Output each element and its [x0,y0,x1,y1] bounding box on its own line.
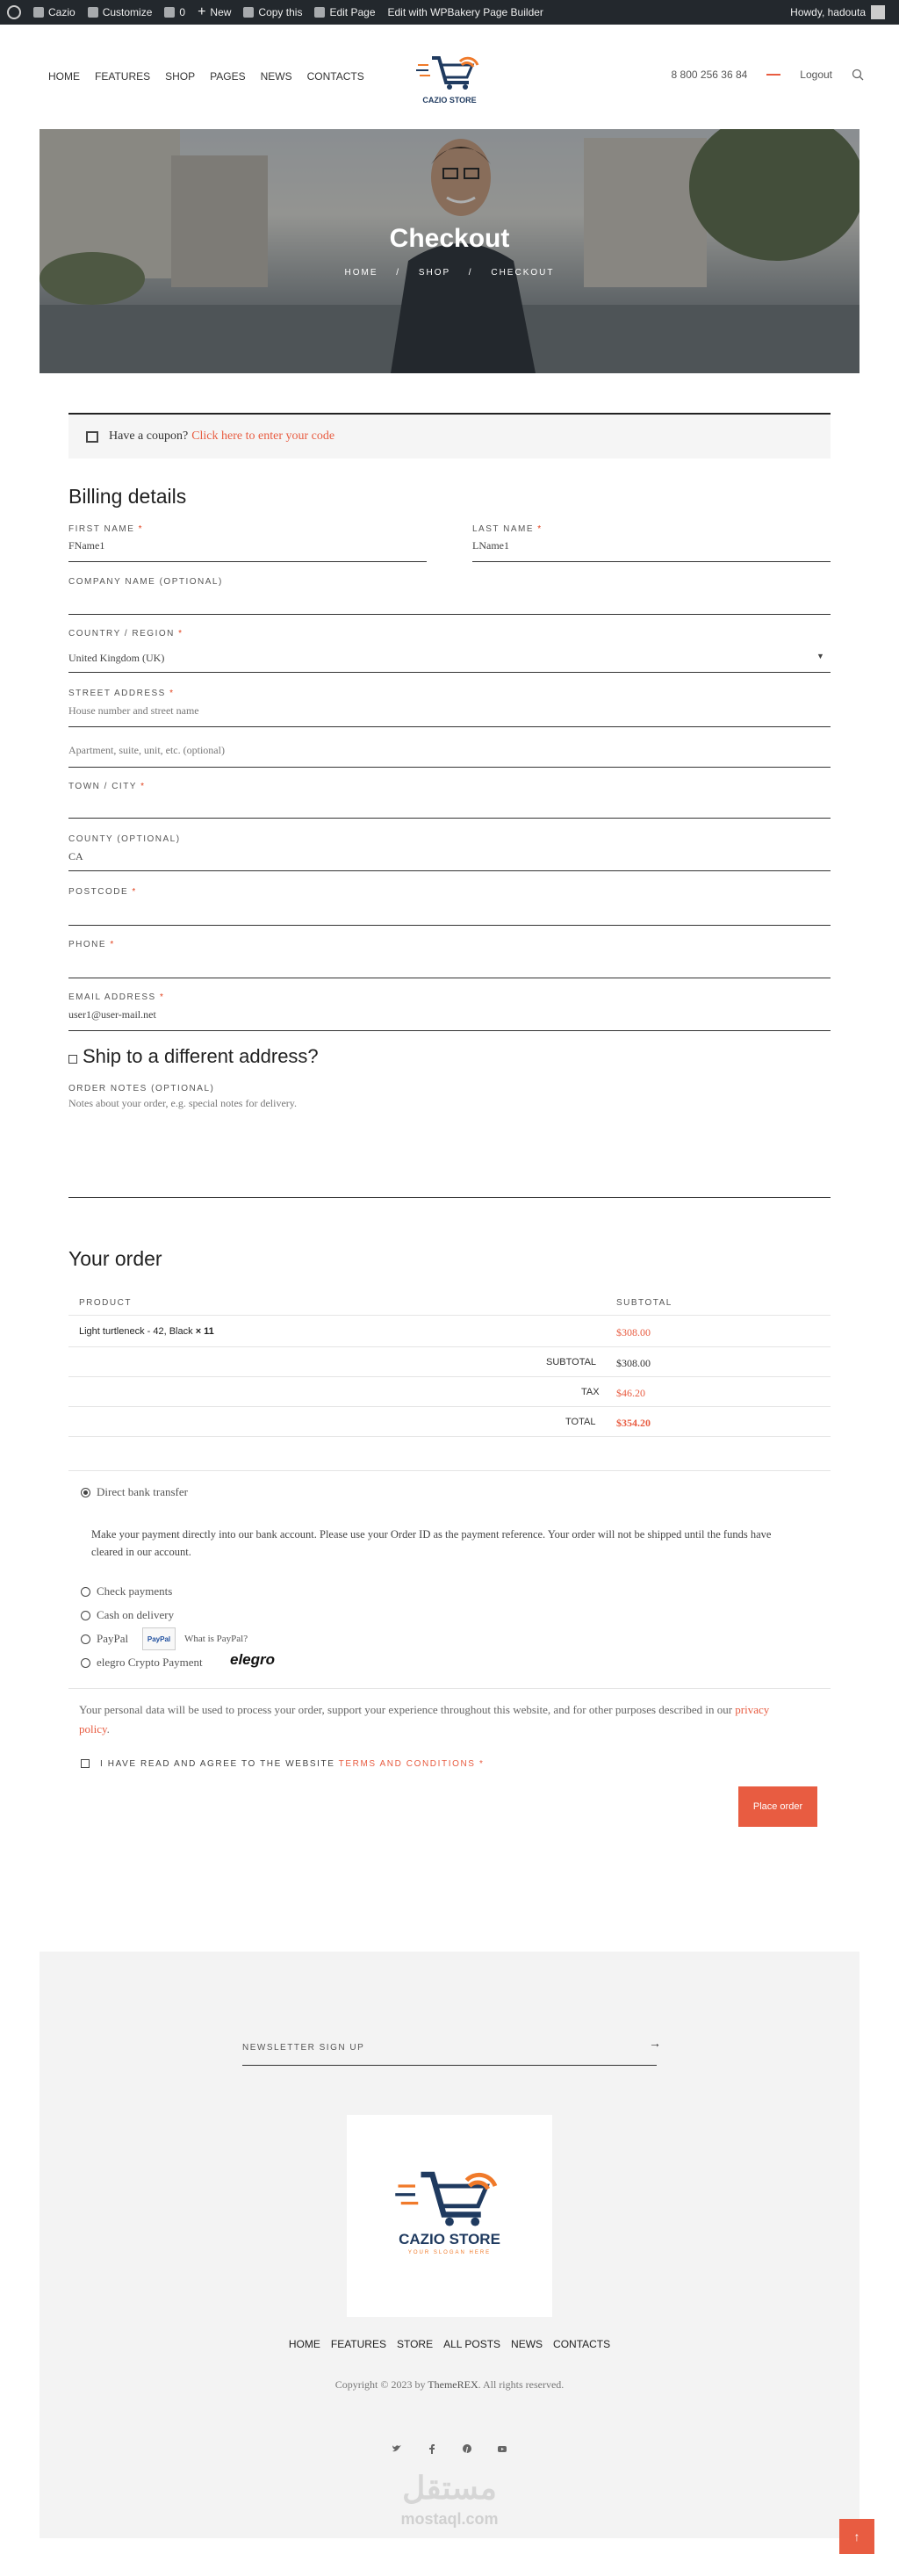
payment-cod-label[interactable]: Cash on delivery [97,1608,175,1621]
nav-news[interactable]: NEWS [260,70,292,83]
admin-copy-link[interactable]: Copy this [243,6,302,18]
payment-bank-description: Make your payment directly into our bank account. Please use your Order ID as the payment reference. Your order will not be shipped until the funds have cleared in our account. [91,1528,772,1558]
county-value: CA [68,850,83,862]
scroll-to-top-button[interactable]: ↑ [839,2519,874,2554]
ship-different-checkbox[interactable] [68,1055,77,1064]
watermark-logo: مستقل [402,2470,497,2506]
order-title: Your order [68,1247,162,1270]
copy-icon [243,7,254,18]
footer-nav-contacts[interactable]: CONTACTS [553,2338,611,2350]
last-name-value: LName1 [472,539,509,552]
street-label: STREET ADDRESS * [68,689,175,698]
page-title: Checkout [389,224,510,253]
first-name-value: FName1 [68,539,105,552]
payment-paypal-radio[interactable] [81,1634,90,1644]
footer-nav-all-posts[interactable]: ALL POSTS [443,2338,501,2350]
site-header [0,49,899,105]
payment-bank-radio[interactable] [81,1488,90,1497]
themerex-link[interactable]: ThemeREX [428,2378,478,2391]
order-item-name: Light turtleneck - 42, Black × 11 [79,1326,214,1337]
calendar-icon [86,431,98,443]
town-field[interactable] [68,792,831,819]
footer-logo-slogan: YOUR SLOGAN HERE [407,2250,492,2255]
elegro-logo: elegro [230,1651,276,1668]
coupon-link[interactable]: Click here to enter your code [191,429,335,443]
brush-icon [88,7,98,18]
email-value: user1@user-mail.net [68,1008,156,1021]
newsletter-submit-arrow-icon[interactable]: → [649,2038,661,2051]
main-nav [48,70,364,83]
chevron-down-icon: ▼ [816,652,824,660]
terms-checkbox[interactable] [81,1759,90,1768]
order-table-header: PRODUCT SUBTOTAL [68,1289,831,1316]
street-placeholder: House number and street name [68,704,199,717]
cart-logo-icon [414,53,485,91]
country-label: COUNTRY / REGION * [68,629,183,639]
nav-home[interactable]: HOME [48,70,80,83]
phone-label: PHONE * [68,940,115,949]
payment-elegro-radio[interactable] [81,1658,90,1668]
nav-pages[interactable]: PAGES [210,70,246,83]
footer-nav-home[interactable]: HOME [288,2338,320,2350]
billing-title: Billing details [68,485,187,508]
postcode-label: POSTCODE * [68,887,137,897]
newsletter-input[interactable] [242,2032,657,2066]
country-value: United Kingdom (UK) [68,652,165,664]
payment-paypal-label[interactable]: PayPal [97,1632,129,1645]
admin-new-link[interactable]: + New [198,4,232,19]
payment-cod-radio[interactable] [81,1611,90,1620]
paypal-logo: PayPal [142,1627,176,1650]
breadcrumb-home[interactable]: HOME [344,268,378,278]
payment-check-label[interactable]: Check payments [97,1584,173,1598]
privacy-text: Your personal data will be used to process your order, support your experience throughout this website, and for other purposes described in our privacy policy. [79,1703,770,1735]
order-notes-label: ORDER NOTES (OPTIONAL) [68,1084,215,1093]
breadcrumb-current: CHECKOUT [491,268,555,278]
postcode-field[interactable] [68,898,831,926]
subtotal-row: SUBTOTAL $308.00 [68,1347,831,1377]
header-phone[interactable]: 8 800 256 36 84 [671,69,748,81]
total-row: TOTAL $354.20 [68,1407,831,1437]
subtotal-value: $308.00 [616,1357,651,1369]
footer-nav-store[interactable]: STORE [396,2338,434,2350]
order-notes-placeholder: Notes about your order, e.g. special notes for delivery. [68,1097,297,1109]
cart-logo-icon [392,2166,507,2229]
watermark-text: mostaql.com [400,2510,499,2528]
pencil-icon [314,7,325,18]
footer-nav [40,2338,859,2350]
nav-shop[interactable]: SHOP [165,70,196,83]
footer-nav-news[interactable]: NEWS [511,2338,543,2350]
site-footer [40,1952,859,2538]
payment-divider [68,1470,831,1471]
payment-bank-label[interactable]: Direct bank transfer [97,1485,188,1498]
header-right [672,69,864,81]
privacy-link[interactable]: privacy policy [79,1703,770,1735]
email-field[interactable] [68,1003,831,1031]
admin-edit-link[interactable]: Edit Page [314,6,375,18]
home-icon [33,7,44,18]
admin-site-link[interactable]: Cazio [33,6,76,18]
divider-line [766,74,780,76]
twitter-icon[interactable] [392,2443,402,2454]
search-icon[interactable] [852,69,864,81]
logout-link[interactable]: Logout [800,69,832,81]
email-label: EMAIL ADDRESS * [68,992,165,1002]
total-value: $354.20 [616,1417,651,1429]
country-select[interactable] [68,645,831,673]
payment-elegro-label[interactable]: elegro Crypto Payment [97,1656,203,1669]
wordpress-icon[interactable] [7,5,21,19]
ship-different-title: Ship to a different address? [83,1045,319,1067]
plus-icon: + [198,4,206,19]
pinterest-icon[interactable] [462,2443,472,2454]
terms-link[interactable]: TERMS AND CONDITIONS [338,1759,476,1769]
comment-icon [164,7,175,18]
admin-account[interactable]: Howdy, hadouta [790,0,885,25]
tax-value: $46.20 [616,1387,645,1399]
county-field[interactable] [68,845,831,871]
logo-text: CAZIO STORE [422,96,477,105]
copyright: Copyright © 2023 by ThemeREX. All rights reserved. [334,2378,565,2391]
nav-contacts[interactable]: CONTACTS [306,70,364,83]
street-placeholder-2: Apartment, suite, unit, etc. (optional) [68,744,225,756]
avatar [871,5,885,19]
nav-features[interactable]: FEATURES [95,70,151,83]
breadcrumb: HOME / SHOP / CHECKOUT [344,268,555,278]
terms-label: I HAVE READ AND AGREE TO THE WEBSITE TERMS AND CONDITIONS * [100,1759,485,1769]
paypal-what-link[interactable]: What is PayPal? [184,1634,248,1644]
admin-customize-link[interactable]: Customize [88,6,153,18]
youtube-icon[interactable] [497,2443,507,2454]
coupon-notice: Have a coupon? Click here to enter your code [68,413,831,458]
county-label: COUNTY (OPTIONAL) [68,834,181,844]
place-order-button[interactable]: Place order [738,1786,817,1827]
table-row [68,1316,831,1347]
site-logo[interactable] [414,53,485,105]
order-item-price: $308.00 [616,1326,651,1339]
facebook-icon[interactable] [427,2443,437,2454]
phone-field[interactable] [68,950,831,978]
footer-logo[interactable] [347,2115,552,2317]
company-label: COMPANY NAME (OPTIONAL) [68,577,223,587]
payment-check-radio[interactable] [81,1587,90,1597]
company-field[interactable] [68,588,831,615]
town-label: TOWN / CITY * [68,782,146,791]
first-name-label: FIRST NAME * [68,524,144,534]
social-links [40,2443,859,2454]
newsletter-label: NEWSLETTER SIGN UP [242,2043,365,2053]
tax-row: TAX $46.20 [68,1377,831,1407]
admin-comments-link[interactable]: 0 [164,6,185,18]
footer-logo-text: CAZIO STORE [399,2231,500,2248]
page-hero [40,129,859,373]
admin-bar [0,0,899,25]
breadcrumb-shop[interactable]: SHOP [418,268,451,278]
payment-divider-2 [68,1688,831,1689]
last-name-field[interactable] [472,536,831,562]
last-name-label: LAST NAME * [472,524,543,534]
footer-nav-features[interactable]: FEATURES [330,2338,386,2350]
admin-builder-link[interactable]: Edit with WPBakery Page Builder [387,6,543,18]
first-name-field[interactable] [68,536,427,562]
